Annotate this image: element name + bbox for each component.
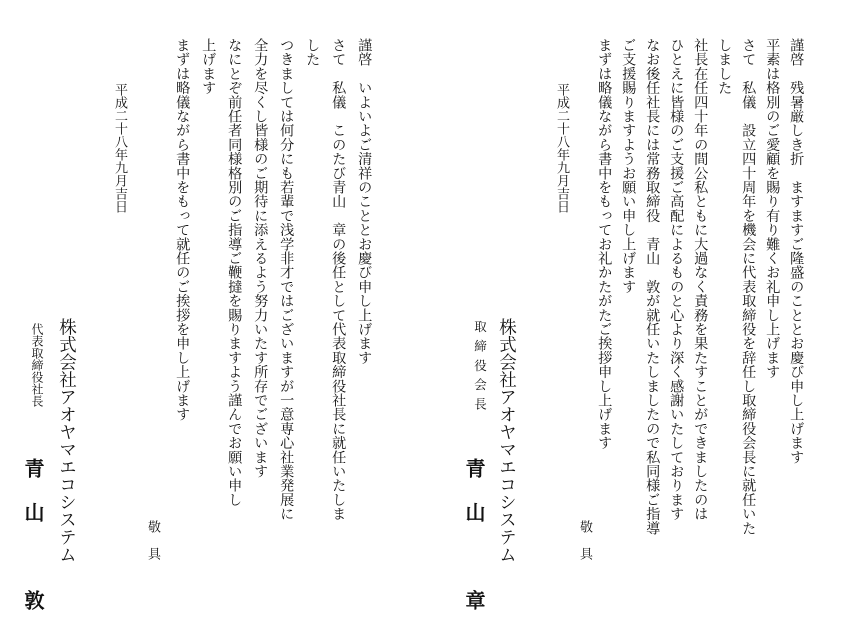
- letter-date: 平成二十八年九月吉日: [554, 83, 569, 213]
- letter-line: ひとえに皆様のご支援ご高配によるものと心より深く感謝いたしております: [668, 38, 685, 521]
- letter-line: 謹啓 残暑厳しき折 ますますご隆盛のこととお慶び申し上げます: [788, 38, 805, 464]
- letter-line: しました: [716, 38, 733, 95]
- letter-line: 謹啓 いよいよご清祥のこととお慶び申し上げます: [356, 38, 373, 365]
- letter-line: 社長在任四十年の間公私ともに大過なく責務を果たすことができましたのは: [692, 38, 709, 521]
- letter-line: した: [304, 38, 321, 67]
- letter-line: なお後任社長には常務取締役 青山 敦が就任いたしましたので私同様ご指導: [644, 38, 661, 535]
- closing-keigu: 敬具: [145, 520, 160, 575]
- signer-title: 代表取締役社長: [30, 323, 44, 407]
- letter-line: さて 私儀 設立四十周年を機会に代表取締役を辞任し取締役会長に就任いた: [740, 38, 757, 535]
- company-name: 株式会社アオヤマエコシステム: [496, 318, 517, 563]
- signer-name: 青山 敦: [21, 458, 45, 634]
- letter-date: 平成二十八年九月吉日: [112, 83, 127, 213]
- letter-line: まずは略儀ながら書中をもって就任のご挨拶を申し上げます: [174, 38, 191, 422]
- signer-title: 取締役会長: [472, 320, 488, 417]
- letter-line: つきましては何分にも若輩で浅学非才ではございますが一意専心社業発展に: [278, 38, 295, 521]
- letter-line: 平素は格別のご愛顧を賜り有り難くお礼申し上げます: [764, 38, 781, 379]
- letter-line: ご支援賜りますようお願い申し上げます: [620, 38, 637, 294]
- letter-line: なにとぞ前任者同様格別のご指導ご鞭撻を賜りますよう謹んでお願い申し: [226, 38, 243, 507]
- letter-line: 上げます: [200, 38, 217, 95]
- letter-line: さて 私儀 このたび青山 章の後任として代表取締役社長に就任いたしま: [330, 38, 347, 521]
- company-name: 株式会社アオヤマエコシステム: [56, 318, 77, 563]
- signer-name: 青山 章: [462, 458, 486, 634]
- letter-line: まずは略儀ながら書中をもってお礼かたがたご挨拶申し上げます: [596, 38, 613, 450]
- closing-keigu: 敬具: [577, 520, 592, 575]
- letter-line: 全力を尽くし皆様のご期待に添えるよう努力いたす所存でございます: [252, 38, 269, 479]
